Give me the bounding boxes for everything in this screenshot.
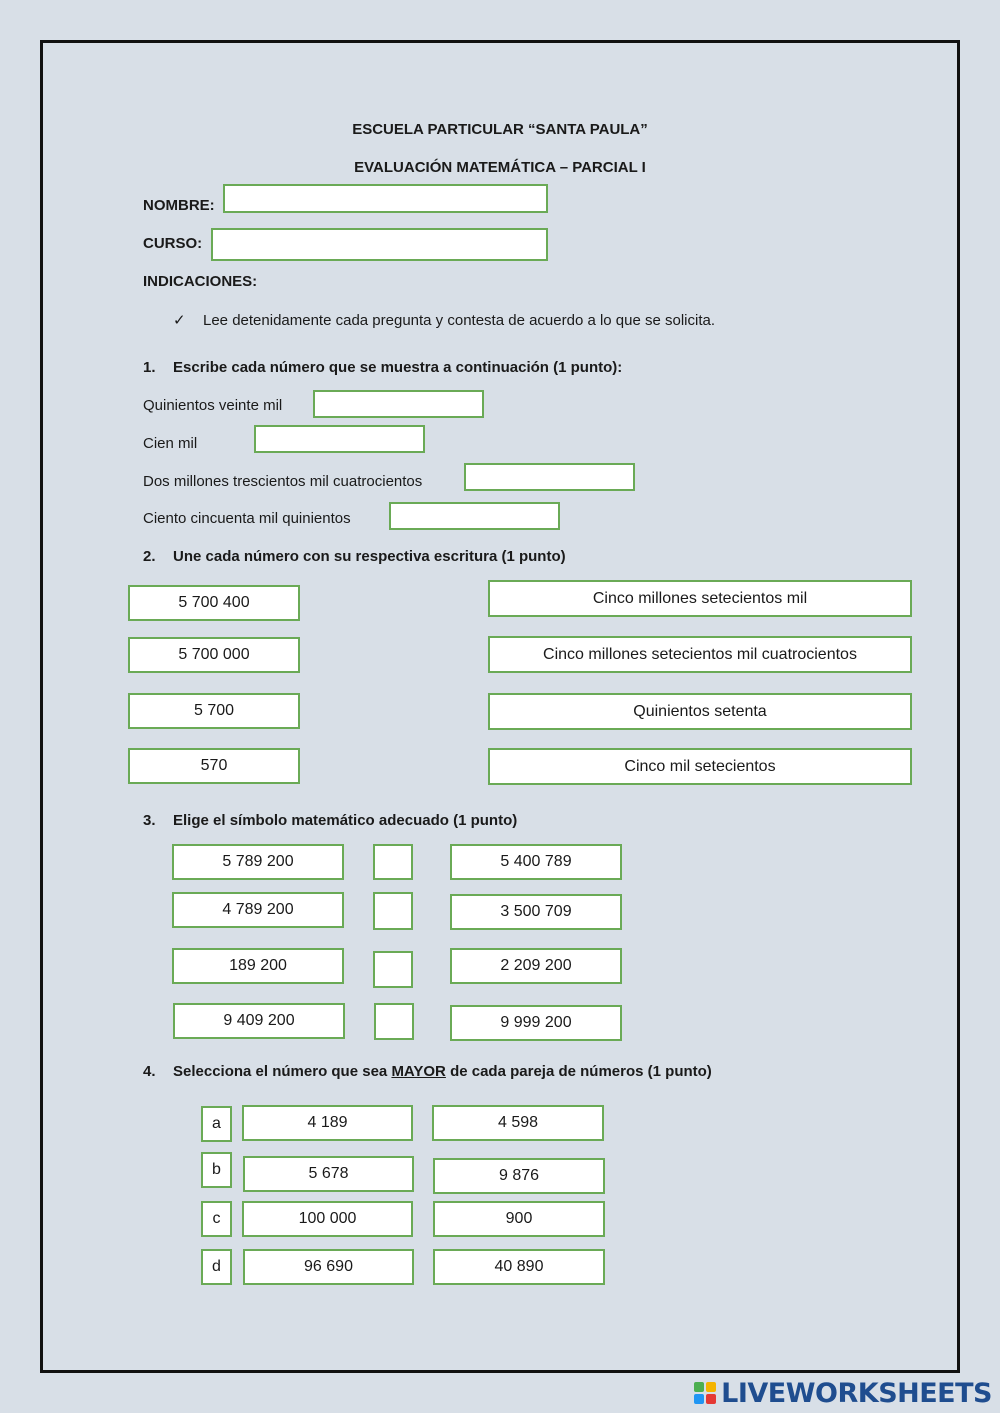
- q2-number-box[interactable]: 5 700 400: [128, 585, 300, 621]
- q2-word-box[interactable]: Cinco mil setecientos: [488, 748, 912, 785]
- q1-item-label: Dos millones trescientos mil cuatrocientos: [143, 473, 423, 490]
- q2-number-box[interactable]: 5 700: [128, 693, 300, 729]
- school-title: ESCUELA PARTICULAR “SANTA PAULA”: [352, 121, 648, 138]
- q1-number: 1.: [143, 359, 156, 376]
- q2-number-box[interactable]: 5 700 000: [128, 637, 300, 673]
- q2-number: 2.: [143, 548, 156, 565]
- q4-heading: [143, 1063, 712, 1080]
- q2-word-box[interactable]: Cinco millones setecientos mil cuatrocientos: [488, 636, 912, 673]
- q4-option-first[interactable]: 96 690: [243, 1249, 414, 1285]
- q2-word-box[interactable]: Cinco millones setecientos mil: [488, 580, 912, 617]
- q2-title: Une cada número con su respectiva escritura (1 punto): [173, 548, 566, 565]
- q4-option-first[interactable]: 5 678: [243, 1156, 414, 1192]
- exam-title: EVALUACIÓN MATEMÁTICA – PARCIAL I: [354, 159, 646, 176]
- course-input[interactable]: [211, 228, 548, 261]
- q4-number: 4.: [143, 1063, 156, 1080]
- name-input[interactable]: [223, 184, 548, 213]
- liveworksheets-brand[interactable]: [693, 1377, 992, 1409]
- q1-title: Escribe cada número que se muestra a continuación (1 punto):: [173, 359, 623, 376]
- q1-answer-input[interactable]: [313, 390, 484, 418]
- course-label: CURSO:: [143, 235, 203, 252]
- q3-left-number: 9 409 200: [173, 1003, 345, 1039]
- q3-symbol-input[interactable]: [374, 1003, 414, 1040]
- q3-heading: [143, 812, 517, 829]
- q3-left-number: 4 789 200: [172, 892, 344, 928]
- q3-right-number: 2 209 200: [450, 948, 622, 984]
- q3-right-number: 5 400 789: [450, 844, 622, 880]
- q2-heading: [143, 548, 566, 565]
- q4-option-second[interactable]: 9 876: [433, 1158, 605, 1194]
- q2-number-box[interactable]: 570: [128, 748, 300, 784]
- instruction-item: [173, 311, 715, 329]
- q3-symbol-input[interactable]: [373, 844, 413, 880]
- q1-item-label: Quinientos veinte mil: [143, 397, 283, 414]
- q4-title-before: Selecciona el número que sea: [173, 1063, 392, 1080]
- q4-letter: d: [201, 1249, 232, 1285]
- checkmark-icon: ✓: [173, 312, 186, 329]
- q2-word-box[interactable]: Quinientos setenta: [488, 693, 912, 730]
- q1-answer-input[interactable]: [464, 463, 635, 491]
- q4-letter: c: [201, 1201, 232, 1237]
- q3-symbol-input[interactable]: [373, 951, 413, 988]
- q1-item-label: Ciento cincuenta mil quinientos: [143, 510, 351, 527]
- q4-option-second[interactable]: 4 598: [432, 1105, 604, 1141]
- q4-option-second[interactable]: 900: [433, 1201, 605, 1237]
- q1-heading: [143, 359, 622, 376]
- q3-left-number: 5 789 200: [172, 844, 344, 880]
- q4-option-first[interactable]: 4 189: [242, 1105, 413, 1141]
- q4-letter: b: [201, 1152, 232, 1188]
- name-label: NOMBRE:: [143, 197, 215, 214]
- instructions-title: INDICACIONES:: [143, 273, 258, 290]
- q3-symbol-input[interactable]: [373, 892, 413, 930]
- q4-title-after: de cada pareja de números (1 punto): [445, 1063, 712, 1080]
- q3-number: 3.: [143, 812, 156, 829]
- q4-letter: a: [201, 1106, 232, 1142]
- instruction-text: Lee detenidamente cada pregunta y contesta de acuerdo a lo que se solicita.: [203, 312, 716, 329]
- q4-option-first[interactable]: 100 000: [242, 1201, 413, 1237]
- q1-answer-input[interactable]: [254, 425, 425, 453]
- q3-title: Elige el símbolo matemático adecuado (1 punto): [173, 812, 518, 829]
- q3-right-number: 9 999 200: [450, 1005, 622, 1041]
- q1-answer-input[interactable]: [389, 502, 560, 530]
- liveworksheets-logo-icon: [693, 1381, 717, 1405]
- q4-title-emphasis: MAYOR: [391, 1063, 446, 1080]
- q3-right-number: 3 500 709: [450, 894, 622, 930]
- q3-left-number: 189 200: [172, 948, 344, 984]
- q1-item-label: Cien mil: [143, 435, 198, 452]
- liveworksheets-wordmark: LIVEWORKSHEETS: [721, 1377, 992, 1409]
- q4-option-second[interactable]: 40 890: [433, 1249, 605, 1285]
